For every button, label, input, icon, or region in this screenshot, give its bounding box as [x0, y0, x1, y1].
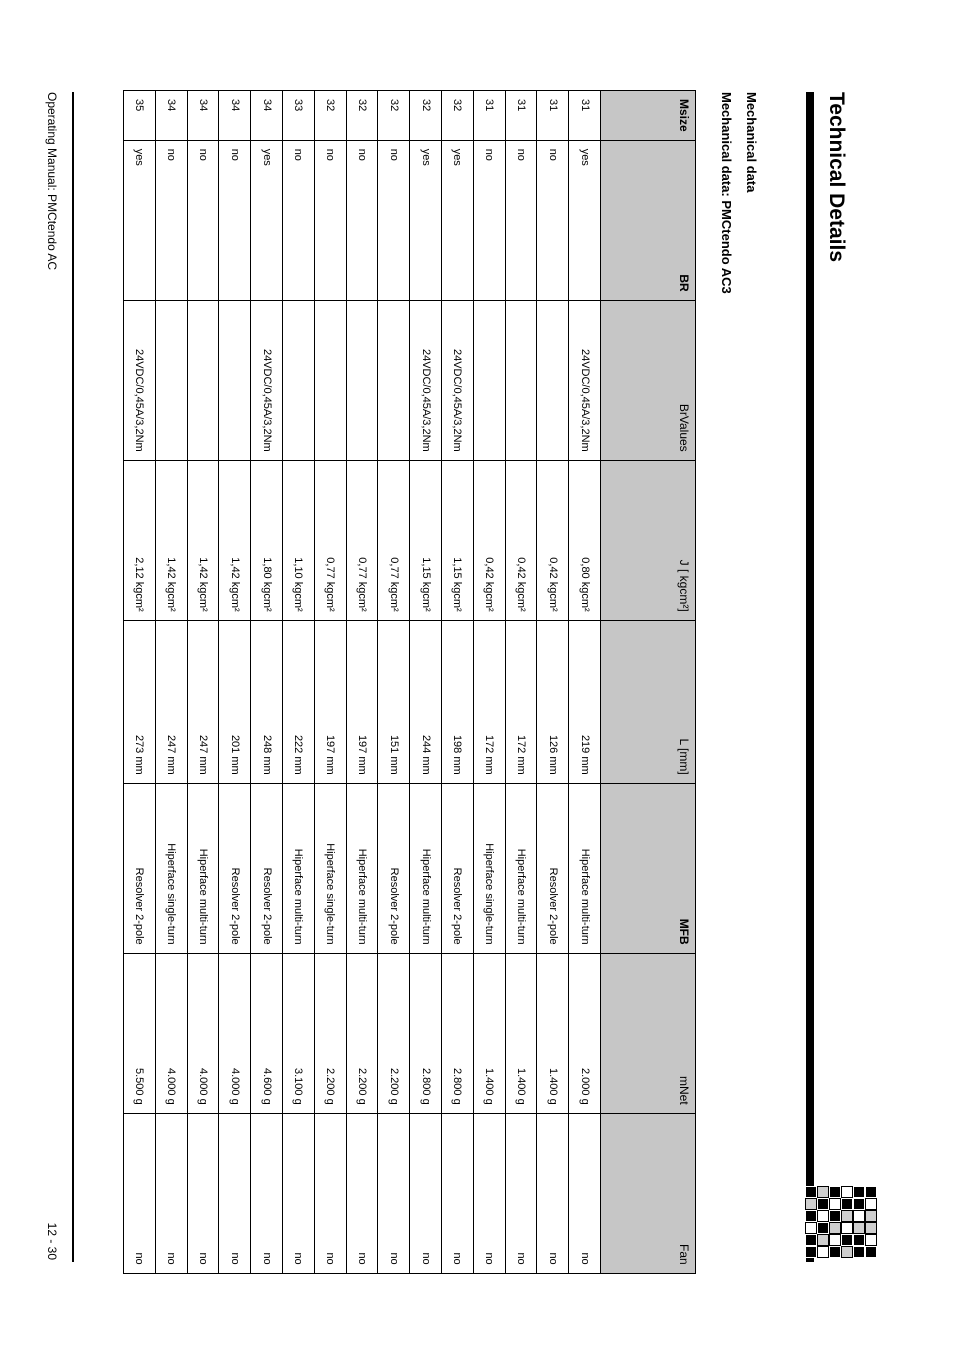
table-row [155, 91, 187, 1274]
cell-mfb: Hiperface multi-turn [410, 783, 442, 953]
cell-fan: no [410, 1113, 442, 1273]
cell-inertia: 1,15 kgcm² [410, 460, 442, 620]
table-header-row [601, 91, 696, 1274]
table-row [569, 91, 601, 1274]
cell-mfb: Hiperface multi-turn [569, 783, 601, 953]
table-row [378, 91, 410, 1274]
col-header-mfb: MFB [601, 783, 696, 953]
table-row [346, 91, 378, 1274]
logo-icon [805, 1186, 877, 1258]
table-row [251, 91, 283, 1274]
table-row [505, 91, 537, 1274]
cell-mfb: Resolver 2-pole [219, 783, 251, 953]
cell-mnet: 4.600 g [251, 953, 283, 1113]
cell-mfb: Resolver 2-pole [124, 783, 156, 953]
cell-inertia: 1,15 kgcm² [442, 460, 474, 620]
col-header-length: L [mm] [601, 620, 696, 783]
cell-msize: 32 [410, 91, 442, 141]
cell-msize: 33 [283, 91, 315, 141]
cell-length: 172 mm [473, 620, 505, 783]
cell-br: no [283, 140, 315, 300]
cell-msize: 31 [569, 91, 601, 141]
col-header-brvalues: BrValues [601, 300, 696, 460]
cell-length: 197 mm [314, 620, 346, 783]
table-heading: Mechanical data: PMCtendo AC3 [719, 92, 734, 294]
cell-mfb: Hiperface single-turn [473, 783, 505, 953]
title-rule [806, 92, 814, 1262]
col-header-fan: Fan [601, 1113, 696, 1273]
cell-mnet: 4.000 g [187, 953, 219, 1113]
col-header-inertia: J [ kgcm²] [601, 460, 696, 620]
cell-length: 248 mm [251, 620, 283, 783]
cell-mnet: 1.400 g [537, 953, 569, 1113]
cell-mnet: 1.400 g [473, 953, 505, 1113]
cell-mnet: 2.200 g [378, 953, 410, 1113]
cell-msize: 34 [219, 91, 251, 141]
cell-inertia: 0,80 kgcm² [569, 460, 601, 620]
cell-msize: 31 [473, 91, 505, 141]
cell-msize: 34 [251, 91, 283, 141]
cell-brvalues: 24VDC/0,45A/3,2Nm [569, 300, 601, 460]
cell-msize: 32 [314, 91, 346, 141]
cell-length: 219 mm [569, 620, 601, 783]
cell-brvalues [219, 300, 251, 460]
cell-length: 197 mm [346, 620, 378, 783]
cell-fan: no [219, 1113, 251, 1273]
cell-fan: no [473, 1113, 505, 1273]
cell-inertia: 0,42 kgcm² [473, 460, 505, 620]
table-row [314, 91, 346, 1274]
cell-inertia: 0,42 kgcm² [505, 460, 537, 620]
cell-length: 247 mm [155, 620, 187, 783]
cell-brvalues [187, 300, 219, 460]
cell-fan: no [537, 1113, 569, 1273]
cell-inertia: 1,10 kgcm² [283, 460, 315, 620]
cell-mfb: Hiperface single-turn [155, 783, 187, 953]
footer-manual-title: Operating Manual: PMCtendo AC [45, 92, 59, 271]
cell-fan: no [155, 1113, 187, 1273]
cell-mnet: 2.800 g [442, 953, 474, 1113]
col-header-mnet: mNet [601, 953, 696, 1113]
cell-brvalues [537, 300, 569, 460]
cell-br: yes [442, 140, 474, 300]
cell-mfb: Resolver 2-pole [442, 783, 474, 953]
mechanical-data-table [123, 90, 696, 1274]
cell-msize: 32 [378, 91, 410, 141]
cell-fan: no [251, 1113, 283, 1273]
cell-length: 244 mm [410, 620, 442, 783]
cell-inertia: 1,42 kgcm² [155, 460, 187, 620]
cell-br: yes [569, 140, 601, 300]
cell-length: 222 mm [283, 620, 315, 783]
cell-msize: 35 [124, 91, 156, 141]
table-row [283, 91, 315, 1274]
cell-fan: no [187, 1113, 219, 1273]
cell-fan: no [442, 1113, 474, 1273]
cell-mfb: Hiperface multi-turn [346, 783, 378, 953]
cell-mnet: 2.200 g [314, 953, 346, 1113]
table-row [410, 91, 442, 1274]
cell-msize: 32 [442, 91, 474, 141]
cell-fan: no [569, 1113, 601, 1273]
cell-br: no [537, 140, 569, 300]
cell-mnet: 3.100 g [283, 953, 315, 1113]
cell-br: yes [124, 140, 156, 300]
cell-mnet: 1.400 g [505, 953, 537, 1113]
cell-inertia: 1,80 kgcm² [251, 460, 283, 620]
cell-msize: 31 [505, 91, 537, 141]
cell-brvalues [505, 300, 537, 460]
cell-msize: 31 [537, 91, 569, 141]
table-row [537, 91, 569, 1274]
cell-br: no [473, 140, 505, 300]
cell-br: no [219, 140, 251, 300]
cell-length: 201 mm [219, 620, 251, 783]
cell-br: no [187, 140, 219, 300]
cell-mnet: 2.200 g [346, 953, 378, 1113]
cell-brvalues: 24VDC/0,45A/3,2Nm [124, 300, 156, 460]
table-row [124, 91, 156, 1274]
cell-msize: 34 [187, 91, 219, 141]
cell-mnet: 5.500 g [124, 953, 156, 1113]
cell-mfb: Hiperface single-turn [314, 783, 346, 953]
table-body [124, 91, 601, 1274]
col-header-msize: Msize [601, 91, 696, 141]
cell-mfb: Resolver 2-pole [378, 783, 410, 953]
cell-br: no [378, 140, 410, 300]
cell-mfb: Hiperface multi-turn [505, 783, 537, 953]
cell-inertia: 0,42 kgcm² [537, 460, 569, 620]
cell-mfb: Resolver 2-pole [537, 783, 569, 953]
cell-length: 151 mm [378, 620, 410, 783]
cell-length: 198 mm [442, 620, 474, 783]
cell-mnet: 2.000 g [569, 953, 601, 1113]
cell-fan: no [314, 1113, 346, 1273]
cell-length: 172 mm [505, 620, 537, 783]
cell-br: yes [410, 140, 442, 300]
cell-br: yes [251, 140, 283, 300]
page-number: 12 - 30 [45, 1222, 59, 1260]
cell-length: 126 mm [537, 620, 569, 783]
cell-inertia: 0,77 kgcm² [378, 460, 410, 620]
cell-brvalues [314, 300, 346, 460]
cell-inertia: 2,12 kgcm² [124, 460, 156, 620]
page-title: Technical Details [825, 92, 848, 263]
cell-brvalues [473, 300, 505, 460]
footer-rule [72, 92, 74, 1262]
table-row [473, 91, 505, 1274]
cell-br: no [155, 140, 187, 300]
cell-fan: no [378, 1113, 410, 1273]
table-row [187, 91, 219, 1274]
cell-mfb: Hiperface multi-turn [187, 783, 219, 953]
cell-mnet: 2.800 g [410, 953, 442, 1113]
cell-br: no [346, 140, 378, 300]
cell-br: no [314, 140, 346, 300]
col-header-br: BR [601, 140, 696, 300]
cell-brvalues [378, 300, 410, 460]
cell-brvalues: 24VDC/0,45A/3,2Nm [251, 300, 283, 460]
cell-fan: no [505, 1113, 537, 1273]
cell-inertia: 0,77 kgcm² [346, 460, 378, 620]
cell-fan: no [124, 1113, 156, 1273]
cell-brvalues [155, 300, 187, 460]
table-row [219, 91, 251, 1274]
section-heading: Mechanical data [744, 92, 759, 193]
cell-brvalues [283, 300, 315, 460]
cell-inertia: 1,42 kgcm² [187, 460, 219, 620]
cell-length: 247 mm [187, 620, 219, 783]
cell-mnet: 4.000 g [219, 953, 251, 1113]
cell-mnet: 4.000 g [155, 953, 187, 1113]
cell-inertia: 1,42 kgcm² [219, 460, 251, 620]
cell-fan: no [283, 1113, 315, 1273]
cell-msize: 34 [155, 91, 187, 141]
cell-length: 273 mm [124, 620, 156, 783]
cell-mfb: Resolver 2-pole [251, 783, 283, 953]
cell-fan: no [346, 1113, 378, 1273]
cell-br: no [505, 140, 537, 300]
cell-mfb: Hiperface multi-turn [283, 783, 315, 953]
cell-brvalues: 24VDC/0,45A/3,2Nm [442, 300, 474, 460]
cell-msize: 32 [346, 91, 378, 141]
cell-inertia: 0,77 kgcm² [314, 460, 346, 620]
cell-brvalues [346, 300, 378, 460]
cell-brvalues: 24VDC/0,45A/3,2Nm [410, 300, 442, 460]
table-row [442, 91, 474, 1274]
